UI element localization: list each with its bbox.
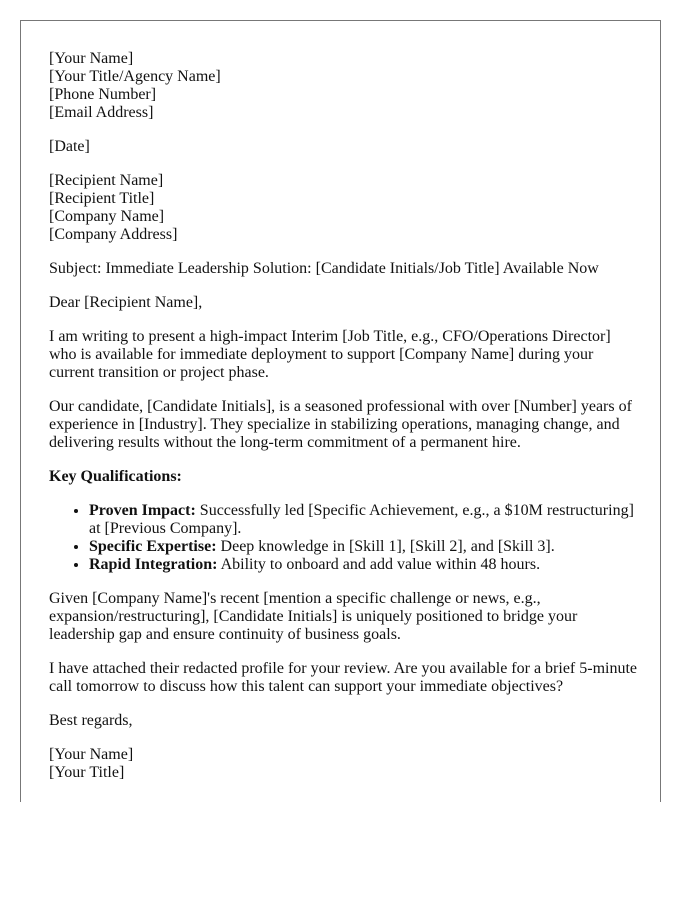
qualification-label: Rapid Integration:	[89, 556, 218, 573]
list-item	[89, 556, 641, 574]
salutation-text: Dear [Recipient Name],	[49, 294, 203, 311]
sign-off	[49, 712, 641, 730]
signature-title: [Your Title]	[49, 764, 125, 781]
sign-off-text: Best regards,	[49, 712, 133, 729]
signature-name: [Your Name]	[49, 746, 134, 763]
qualifications-list	[49, 502, 641, 574]
recipient-address: [Company Address]	[49, 226, 178, 243]
recipient-block	[49, 172, 641, 244]
subject-text: Subject: Immediate Leadership Solution: [Candidate Initials/Job Title] Available Now	[49, 260, 599, 277]
qualification-label: Specific Expertise:	[89, 538, 217, 555]
sender-phone: [Phone Number]	[49, 86, 157, 103]
letter-page	[20, 20, 661, 802]
qualification-text: Ability to onboard and add value within 48 hours.	[217, 556, 541, 573]
sender-name: [Your Name]	[49, 50, 134, 67]
sender-block	[49, 50, 641, 122]
candidate-paragraph: Our candidate, [Candidate Initials], is a seasoned professional with over [Number] years of experience in [Industry]. They specialize in stabilizing operations, managing change, and delivering results without the long-term commitment of a permanent hire.	[49, 398, 632, 451]
recipient-name: [Recipient Name]	[49, 172, 164, 189]
recipient-company: [Company Name]	[49, 208, 165, 225]
list-item	[89, 538, 641, 556]
recipient-title: [Recipient Title]	[49, 190, 155, 207]
date-block	[49, 138, 641, 156]
letter-date: [Date]	[49, 138, 90, 155]
qualification-text: Deep knowledge in [Skill 1], [Skill 2], and [Skill 3].	[216, 538, 555, 555]
call-to-action-paragraph: I have attached their redacted profile for your review. Are you available for a brief 5-minute call tomorrow to discuss how this talent can support your immediate objectives?	[49, 660, 638, 695]
qualification-label: Proven Impact:	[89, 502, 196, 519]
positioning-paragraph: Given [Company Name]'s recent [mention a specific challenge or news, e.g., expansion/restructuring], [Candidate Initials] is uniquely positioned to bridge your leadership gap and ensure continuity of business goals.	[49, 590, 578, 643]
subject-line	[49, 260, 641, 278]
intro-paragraph: I am writing to present a high-impact Interim [Job Title, e.g., CFO/Operations Director] who is available for immediate deployment to support [Company Name] during your current transition or project phase.	[49, 328, 611, 381]
qualification-text: Successfully led [Specific Achievement, e.g., a $10M restructuring] at [Previous Company].	[89, 502, 634, 537]
sender-email: [Email Address]	[49, 104, 154, 121]
sender-title-agency: [Your Title/Agency Name]	[49, 68, 221, 85]
qualifications-heading: Key Qualifications:	[49, 468, 182, 485]
list-item	[89, 502, 641, 538]
signature-block	[49, 746, 641, 782]
salutation	[49, 294, 641, 312]
letter-body	[49, 50, 641, 798]
